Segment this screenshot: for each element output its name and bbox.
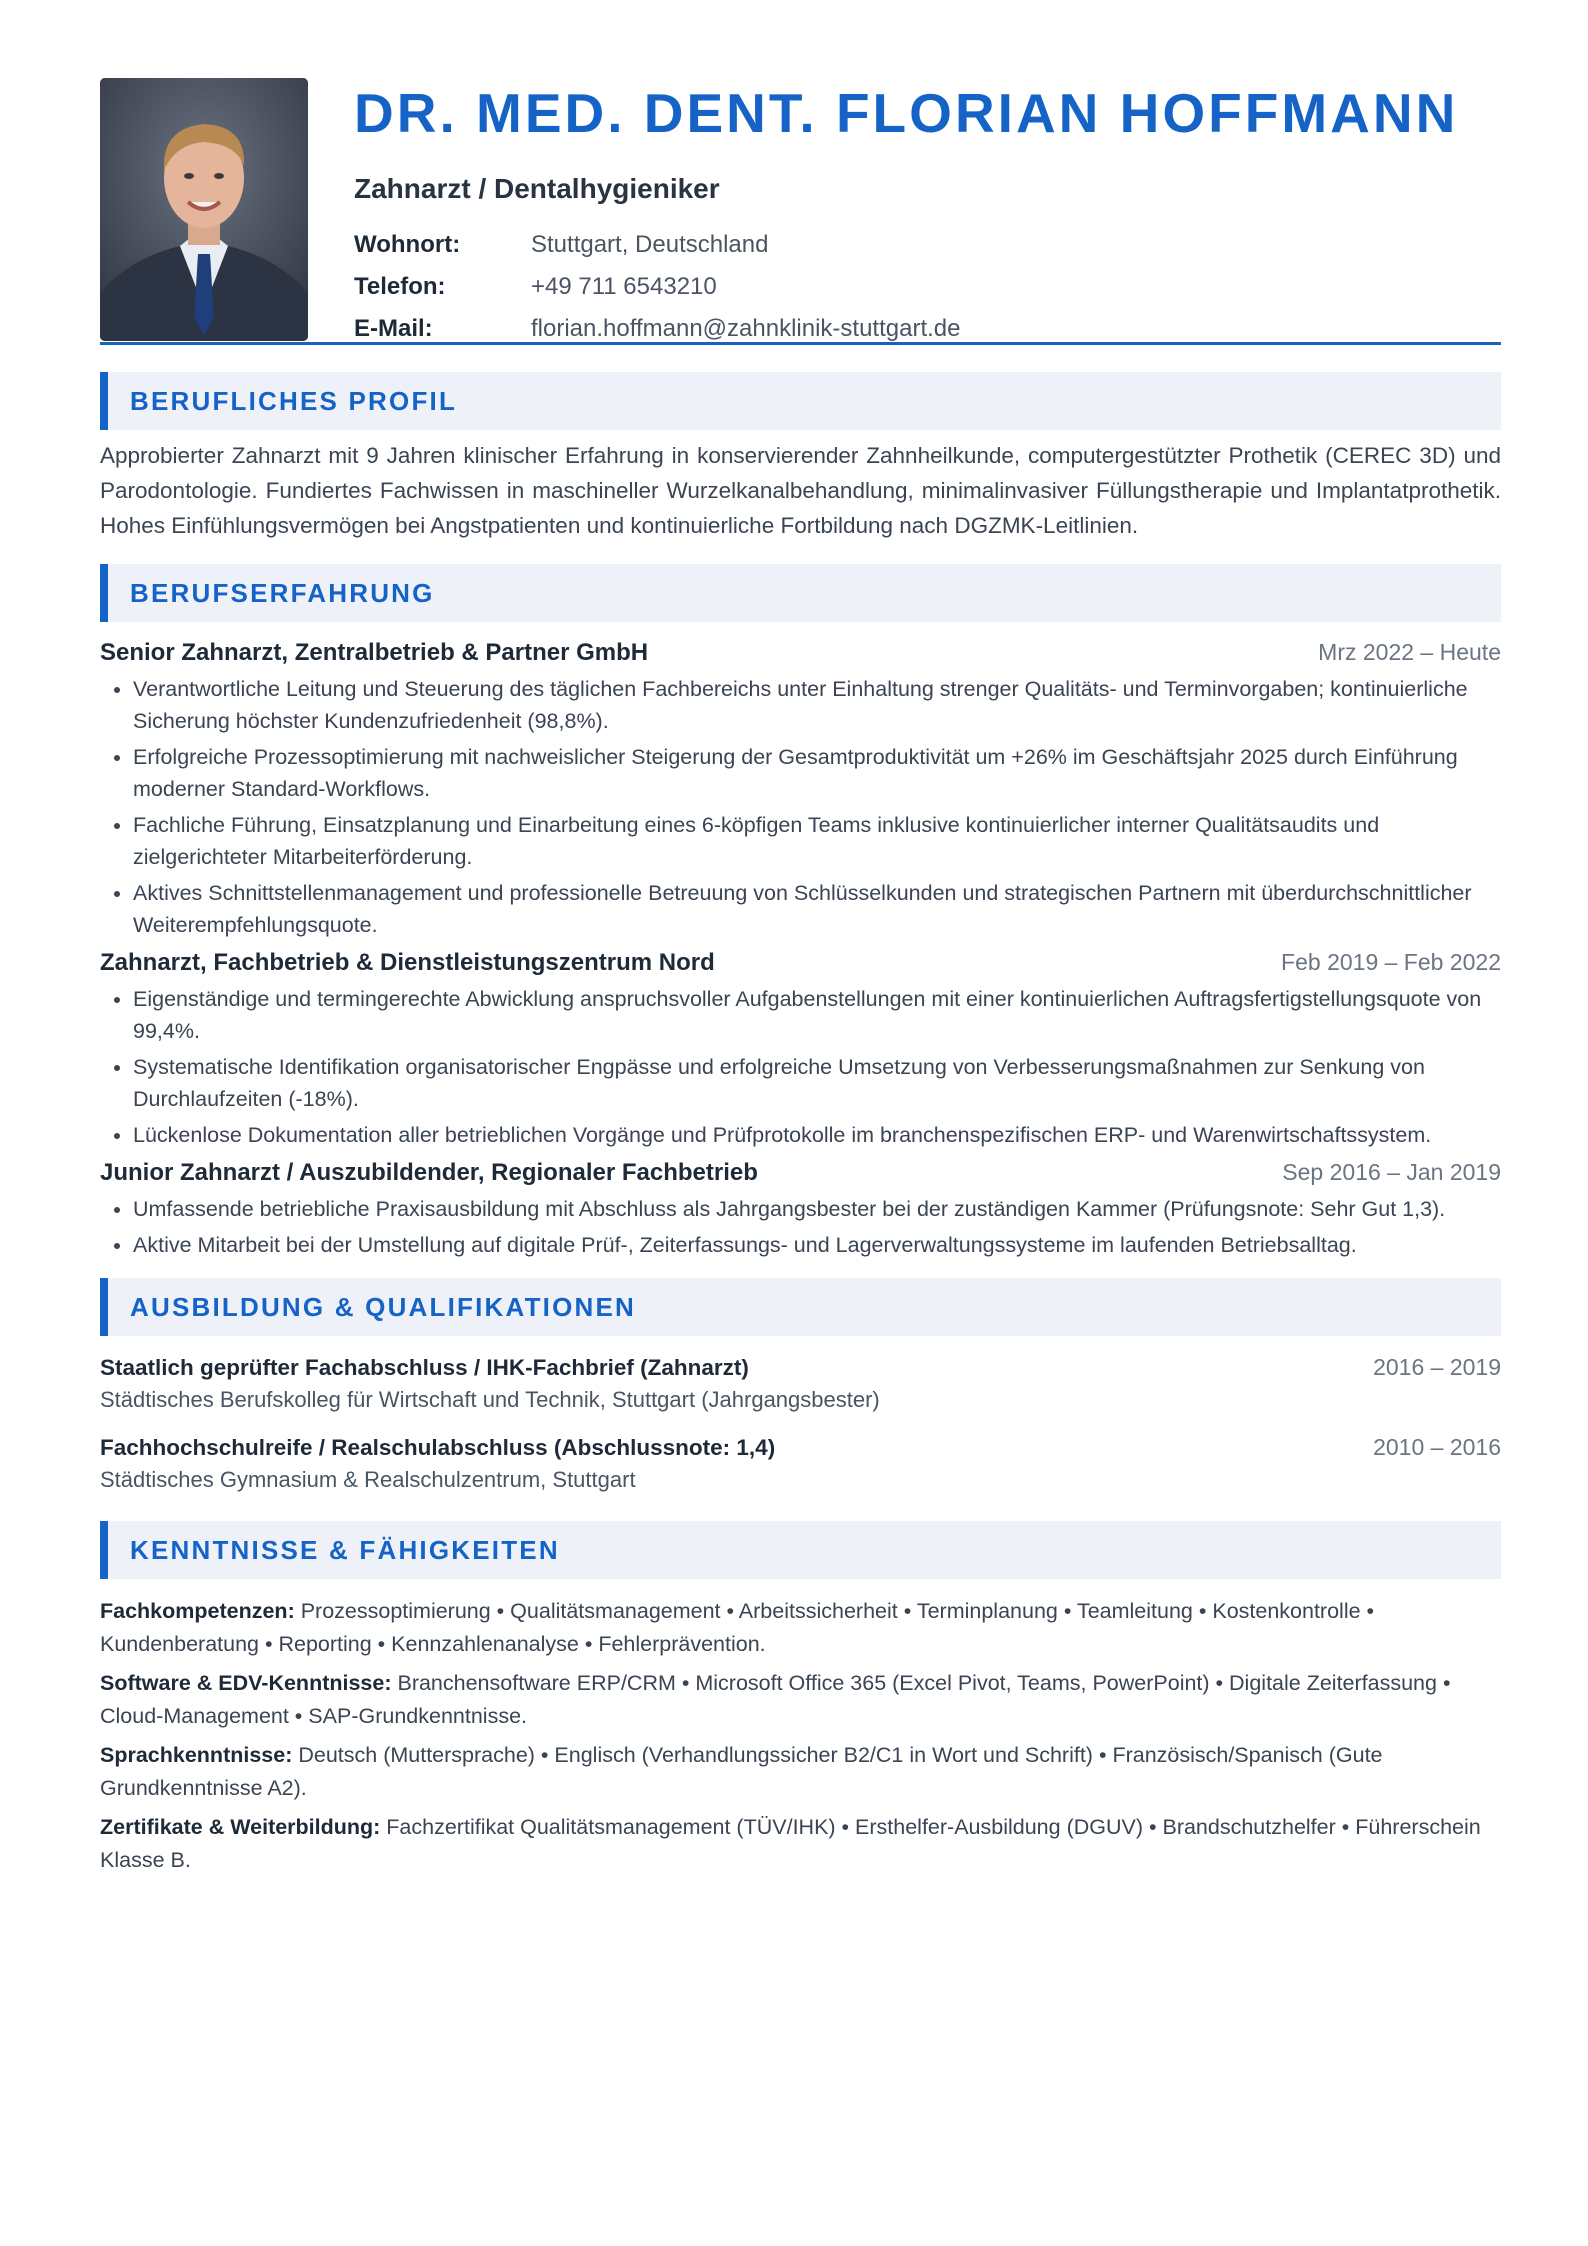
job-bullets [100,673,1501,941]
skill-row [100,1811,1501,1877]
job-title: Zahnarzt, Fachbetrieb & Dienstleistungszentrum Nord [100,949,715,976]
education-header [100,1354,1501,1381]
section-heading-text: AUSBILDUNG & QUALIFIKATIONEN [130,1291,636,1322]
education-institution: Städtisches Gymnasium & Realschulzentrum, Stuttgart [100,1467,636,1492]
skill-label: Fachkompetenzen: [100,1599,295,1623]
job-header [100,1159,1501,1187]
skill-label: Sprachkenntnisse: [100,1743,293,1767]
resume-header [100,78,1501,345]
education-title: Staatlich geprüfter Fachabschluss / IHK-Fachbrief (Zahnarzt) [100,1355,749,1380]
job-header [100,949,1501,977]
skill-text: Branchensoftware ERP/CRM • Microsoft Office 365 (Excel Pivot, Teams, PowerPoint) • Digitale Zeiterfassung • Cloud-Management • SAP-Grundkenntnisse. [100,1671,1451,1728]
skill-row [100,1739,1501,1805]
education-date: 2016 – 2019 [1373,1354,1501,1380]
job-entry [100,639,1501,941]
job-bullet: • Aktive Mitarbeit bei der Umstellung auf digitale Prüf-, Zeiterfassungs- und Lagerverwaltungssysteme im laufenden Betriebsalltag. [133,1229,1501,1261]
skill-label: Zertifikate & Weiterbildung: [100,1815,381,1839]
job-date: Mrz 2022 – Heute [1318,639,1501,665]
section-heading-education [100,1278,1501,1336]
job-date: Sep 2016 – Jan 2019 [1282,1159,1501,1185]
job-bullet: • Erfolgreiche Prozessoptimierung mit nachweislicher Steigerung der Gesamtproduktivität um +26% im Geschäftsjahr 2025 durch Einführung moderner Standard-Workflows. [133,741,1501,805]
profile-photo [100,78,308,341]
contact-label: Wohnort: [354,231,461,258]
job-bullet: • Aktives Schnittstellenmanagement und professionelle Betreuung von Schlüsselkunden und strategischen Partnern mit überdurchschnittlicher Weiterempfehlungsquote. [133,877,1501,941]
skill-text: Fachzertifikat Qualitätsmanagement (TÜV/IHK) • Ersthelfer-Ausbildung (DGUV) • Brandschutzhelfer • Führerschein Klasse B. [100,1815,1481,1872]
job-date: Feb 2019 – Feb 2022 [1281,949,1501,975]
section-heading-profile [100,372,1501,430]
contact-row-email [354,308,1501,350]
education-institution: Städtisches Berufskolleg für Wirtschaft und Technik, Stuttgart (Jahrgangsbester) [100,1387,880,1412]
section-heading-experience [100,564,1501,622]
skill-row [100,1667,1501,1733]
skills-list [100,1595,1501,1877]
header-info [354,78,1501,350]
education-section [100,1278,1501,1493]
job-bullet: • Systematische Identifikation organisatorischer Engpässe und erfolgreiche Umsetzung von Verbesserungsmaßnahmen zur Senkung von Durchlaufzeiten (-18%). [133,1051,1501,1115]
candidate-role: Zahnarzt / Dentalhygieniker [354,173,720,204]
contact-value: +49 711 6543210 [531,273,717,300]
job-bullet: • Umfassende betriebliche Praxisausbildung mit Abschluss als Jahrgangsbester bei der zuständigen Kammer (Prüfungsnote: Sehr Gut 1,3). [133,1193,1501,1225]
job-bullets [100,1193,1501,1261]
job-bullets [100,983,1501,1151]
skills-section [100,1521,1501,1877]
section-heading-skills [100,1521,1501,1579]
job-title: Senior Zahnarzt, Zentralbetrieb & Partner GmbH [100,639,649,666]
contact-list [354,224,1501,350]
skill-text: Deutsch (Muttersprache) • Englisch (Verhandlungssicher B2/C1 in Wort und Schrift) • Französisch/Spanisch (Gute Grundkenntnisse A2). [100,1743,1383,1800]
skill-text: Prozessoptimierung • Qualitätsmanagement • Arbeitssicherheit • Terminplanung • Teamleitung • Kostenkontrolle • Kundenberatung • Reporting • Kennzahlenanalyse • Fehlerprävention. [100,1599,1375,1656]
section-heading-text: BERUFLICHES PROFIL [130,385,458,416]
job-bullet: • Lückenlose Dokumentation aller betrieblichen Vorgänge und Prüfprotokolle im branchenspezifischen ERP- und Warenwirtschaftssystem. [133,1119,1501,1151]
job-bullet: • Verantwortliche Leitung und Steuerung des täglichen Fachbereichs unter Einhaltung strenger Qualitäts- und Terminvorgaben; kontinuierliche Sicherung höchster Kundenzufriedenheit (98,8%). [133,673,1501,737]
education-entry [100,1354,1501,1413]
candidate-name: DR. MED. DENT. FLORIAN HOFFMANN [354,82,1459,144]
section-heading-text: BERUFSERFAHRUNG [130,577,435,608]
job-entry [100,1159,1501,1261]
contact-row-telefon [354,266,1501,308]
contact-value: Stuttgart, Deutschland [531,231,769,258]
education-title: Fachhochschulreife / Realschulabschluss (Abschlussnote: 1,4) [100,1435,776,1460]
skill-label: Software & EDV-Kenntnisse: [100,1671,392,1695]
contact-row-wohnort [354,224,1501,266]
profile-text: Approbierter Zahnarzt mit 9 Jahren klinischer Erfahrung in konservierender Zahnheilkunde, computergestützter Prothetik (CEREC 3D) und Parodontologie. Fundiertes Fachwissen in maschineller Wurzelkanalbehandlung, minimalinvasiver Füllungstherapie und Implantatprothetik. Hohes Einfühlungsvermögen bei Angstpatienten und kontinuierliche Fortbildung nach DGZMK-Leitlinien. [100,443,1501,538]
education-entry [100,1434,1501,1493]
experience-section [100,564,1501,1261]
contact-label: Telefon: [354,273,446,300]
education-date: 2010 – 2016 [1373,1434,1501,1460]
job-entry [100,949,1501,1151]
job-header [100,639,1501,667]
job-bullet: • Eigenständige und termingerechte Abwicklung anspruchsvoller Aufgabenstellungen mit einer kontinuierlichen Auftragsfertigstellungsquote von 99,4%. [133,983,1501,1047]
profile-section [100,372,1501,543]
skill-row [100,1595,1501,1661]
contact-value: florian.hoffmann@zahnklinik-stuttgart.de [531,315,961,342]
education-header [100,1434,1501,1461]
contact-label: E-Mail: [354,315,433,342]
job-bullet: • Fachliche Führung, Einsatzplanung und Einarbeitung eines 6-köpfigen Teams inklusive kontinuierlicher interner Qualitätsaudits und zielgerichteter Mitarbeiterförderung. [133,809,1501,873]
section-heading-text: KENNTNISSE & FÄHIGKEITEN [130,1534,560,1565]
job-title: Junior Zahnarzt / Auszubildender, Regionaler Fachbetrieb [100,1159,758,1186]
